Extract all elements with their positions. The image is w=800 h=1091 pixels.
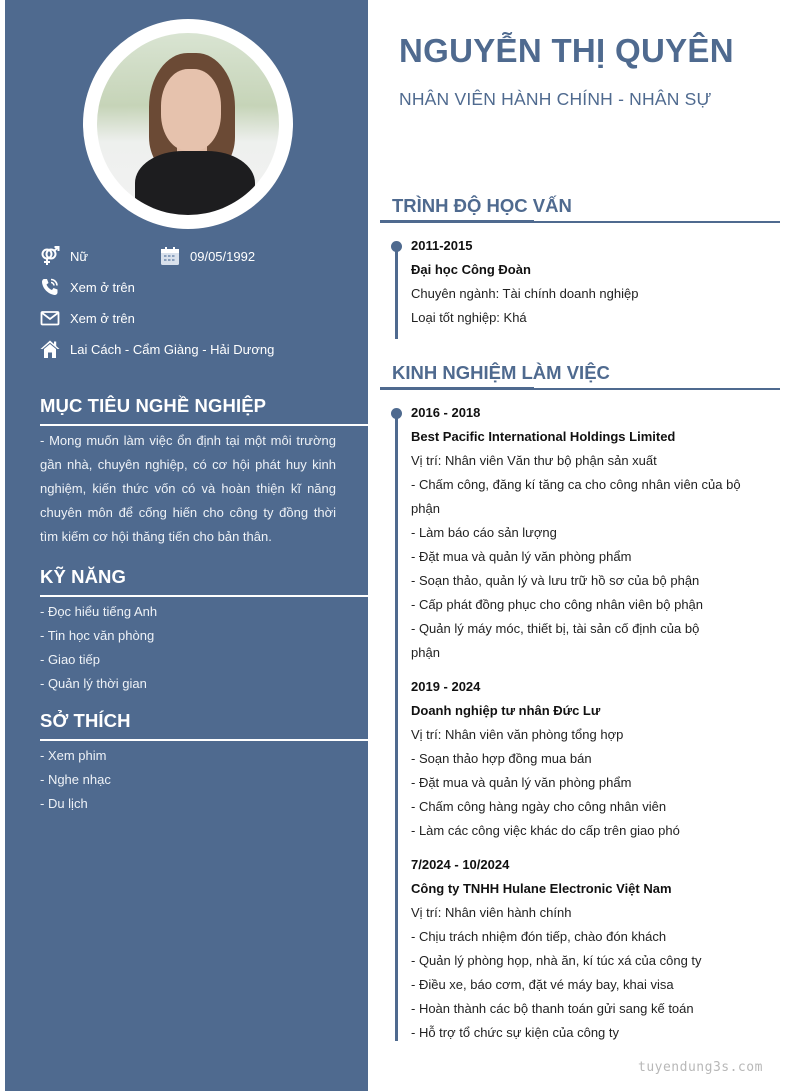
entry-line: Chuyên ngành: Tài chính doanh nghiệp [411,286,639,301]
entry-line: Loại tốt nghiệp: Khá [411,310,527,325]
entry-line: - Làm các công việc khác do cấp trên giao phó [411,823,680,838]
birthday-row [160,246,255,266]
hobby-item: - Du lịch [40,796,88,811]
candidate-title: NHÂN VIÊN HÀNH CHÍNH - NHÂN SỰ [399,89,712,109]
entry-line: - Đặt mua và quản lý văn phòng phẩm [411,549,632,564]
avatar-photo [97,33,279,215]
skills-heading: KỸ NĂNG [40,566,127,587]
phone-icon [40,277,60,297]
education-divider-accent [380,220,534,223]
entry-line: - Quản lý máy móc, thiết bị, tài sản cố định của bộ phận [411,621,700,660]
phone-value: Xem ở trên [70,279,135,295]
timeline-dot [391,408,402,419]
hobbies-list [40,744,111,816]
address-row [40,339,274,359]
education-heading: TRÌNH ĐỘ HỌC VẤN [392,195,572,216]
entry-line: - Soạn thảo, quản lý và lưu trữ hồ sơ của bộ phận [411,573,700,588]
mail-icon [40,308,60,328]
entry-line: - Đặt mua và quản lý văn phòng phẩm [411,775,632,790]
watermark: tuyendung3s.com [638,1060,763,1075]
candidate-name: NGUYỄN THỊ QUYÊN [399,32,734,69]
education-entry [411,234,781,330]
entry-org: Best Pacific International Holdings Limited [411,429,676,444]
entry-line: Vị trí: Nhân viên văn phòng tổng hợp [411,727,624,742]
skill-item: - Tin học văn phòng [40,628,155,643]
gender-value: Nữ [70,248,89,264]
experience-entry [411,853,781,1045]
education-timeline [395,246,398,339]
entry-line: Vị trí: Nhân viên hành chính [411,905,572,920]
phone-row [40,277,135,297]
entry-period: 2011-2015 [411,238,473,253]
experience-timeline [395,413,398,1041]
entry-line: - Hoàn thành các bộ thanh toán gửi sang kế toán [411,1001,694,1016]
entry-line: - Chịu trách nhiệm đón tiếp, chào đón khách [411,929,667,944]
email-row [40,308,135,328]
birthday-value: 09/05/1992 [190,248,256,264]
entry-org: Công ty TNHH Hulane Electronic Việt Nam [411,881,672,896]
home-icon [40,339,60,359]
hobbies-heading: SỞ THÍCH [40,710,131,731]
objective-text: - Mong muốn làm việc ổn định tại một môi trường gần nhà, chuyên nghiệp, có cơ hội phát huy kinh nghiệm, kiến thức vốn có và hoàn thiện kĩ năng chuyên môn để cống hiến cho công ty đồng thời tìm kiếm cơ hội thăng tiến cho bản thân. [40,433,336,544]
entry-line: - Quản lý phòng họp, nhà ăn, kí túc xá của công ty [411,953,702,968]
entry-org: Đại học Công Đoàn [411,262,531,277]
gender-row [40,246,88,266]
entry-period: 7/2024 - 10/2024 [411,857,510,872]
gender-icon [40,246,60,266]
hobby-item: - Xem phim [40,748,107,763]
entry-line: - Hỗ trợ tổ chức sự kiện của công ty [411,1025,620,1040]
entry-line: - Soạn thảo hợp đồng mua bán [411,751,592,766]
skills-list [40,600,157,696]
entry-line: - Làm báo cáo sản lượng [411,525,557,540]
skills-divider [40,595,368,597]
timeline-dot [391,241,402,252]
entry-org: Doanh nghiệp tư nhân Đức Lư [411,703,601,718]
experience-divider-accent [380,387,534,390]
objective-divider [40,424,368,426]
avatar [83,19,293,229]
hobbies-divider [40,739,368,741]
experience-heading: KINH NGHIỆM LÀM VIỆC [392,362,610,383]
hobby-item: - Nghe nhạc [40,772,111,787]
objective-heading: MỤC TIÊU NGHỀ NGHIỆP [40,395,267,416]
address-value: Lai Cách - Cẩm Giàng - Hải Dương [70,341,275,357]
entry-line: Vị trí: Nhân viên Văn thư bộ phận sản xuất [411,453,657,468]
entry-line: - Chấm công, đăng kí tăng ca cho công nhân viên của bộ phận [411,477,741,516]
experience-entry [411,675,781,843]
calendar-icon [160,246,180,266]
entry-period: 2016 - 2018 [411,405,481,420]
entry-line: - Điều xe, báo cơm, đặt vé máy bay, khai visa [411,977,674,992]
entry-period: 2019 - 2024 [411,679,481,694]
entry-line: - Chấm công hàng ngày cho công nhân viên [411,799,667,814]
entry-line: - Cấp phát đồng phục cho công nhân viên bộ phận [411,597,704,612]
skill-item: - Đọc hiểu tiếng Anh [40,604,158,619]
skill-item: - Quản lý thời gian [40,676,147,691]
skill-item: - Giao tiếp [40,652,100,667]
experience-entry [411,401,756,665]
email-value: Xem ở trên [70,310,135,326]
